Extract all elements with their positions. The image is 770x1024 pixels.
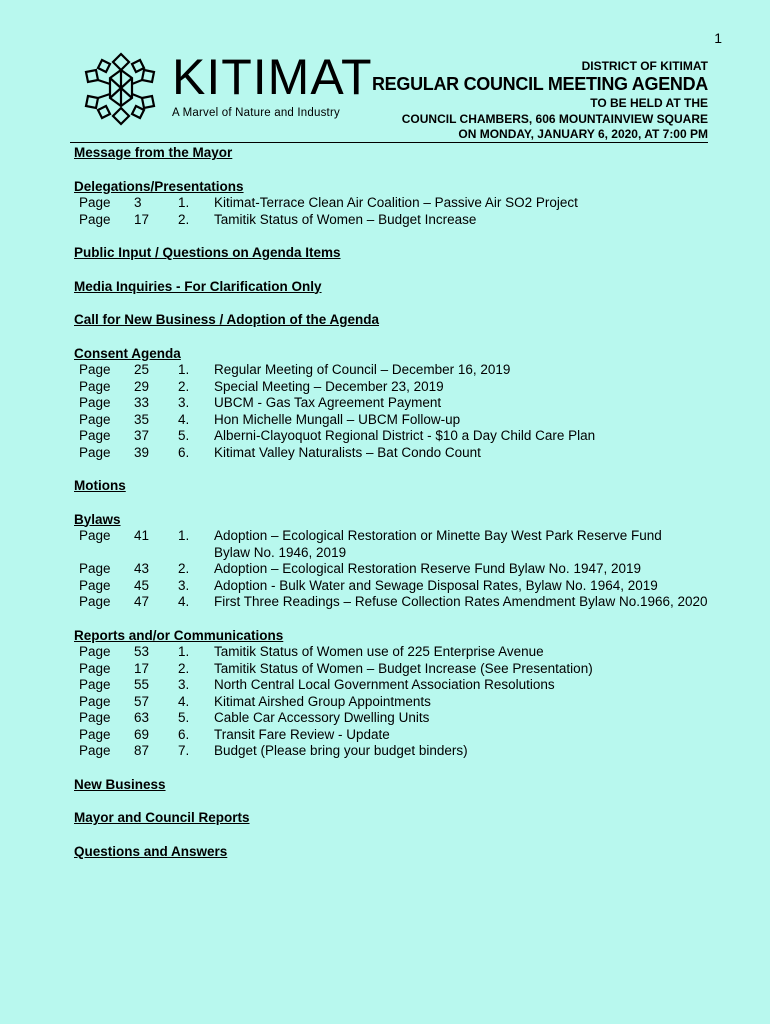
agenda-section: [74, 628, 744, 760]
page-ref: 35: [134, 411, 150, 427]
venue-line-2: COUNCIL CHAMBERS, 606 MOUNTAINVIEW SQUARE: [401, 112, 708, 126]
item-text: Kitimat Valley Naturalists – Bat Condo Count: [214, 444, 481, 460]
item-number: 2.: [178, 211, 190, 227]
item-number: 3.: [178, 395, 190, 410]
item-number: 7.: [178, 743, 190, 758]
header-divider: [70, 142, 708, 143]
page-ref: 29: [134, 378, 150, 394]
logo-wordmark: KITIMAT: [172, 49, 373, 105]
page-ref: 47: [134, 594, 150, 609]
page-label: Page: [79, 362, 111, 377]
agenda-section: [74, 312, 744, 329]
section-title: Consent Agenda: [74, 345, 181, 361]
page-ref: 37: [134, 428, 150, 443]
agenda-section: [74, 346, 744, 462]
page-ref: 33: [134, 395, 150, 410]
agenda-item: [74, 661, 744, 678]
agenda-item: [74, 644, 744, 661]
page-label: Page: [79, 428, 111, 443]
venue-line-1: TO BE HELD AT THE: [590, 96, 708, 110]
agenda-section: [74, 245, 744, 262]
section-title: Message from the Mayor: [74, 145, 233, 160]
item-number: 1.: [178, 528, 190, 543]
agenda-section: [74, 145, 744, 162]
item-number: 4.: [178, 411, 190, 427]
agenda-section: [74, 810, 744, 827]
item-number: 2.: [178, 660, 190, 676]
agenda-section: [74, 777, 744, 794]
page-ref: 17: [134, 660, 150, 676]
item-text: Alberni-Clayoquot Regional District - $10 a Day Child Care Plan: [214, 428, 596, 443]
item-text: Adoption – Ecological Restoration or Minette Bay West Park Reserve Fund Bylaw No. 1946, 2019: [214, 528, 662, 560]
item-text: Adoption – Ecological Restoration Reserve Fund Bylaw No. 1947, 2019: [214, 561, 642, 576]
agenda-item: [74, 694, 744, 711]
item-text: Kitimat Airshed Group Appointments: [214, 693, 431, 709]
item-number: 6.: [178, 444, 190, 460]
agenda-item: [74, 395, 744, 412]
page-label: Page: [79, 677, 111, 692]
item-text: Cable Car Accessory Dwelling Units: [214, 710, 430, 725]
item-number: 1.: [178, 195, 190, 210]
item-text: First Three Readings – Refuse Collection Rates Amendment Bylaw No.1966, 2020: [214, 594, 708, 609]
page-label: Page: [79, 660, 111, 676]
agenda-item: [74, 710, 744, 727]
agenda-item: [74, 428, 744, 445]
snowflake-icon: [80, 50, 162, 128]
page-ref: 25: [134, 362, 150, 377]
item-number: 4.: [178, 693, 190, 709]
page-label: Page: [79, 378, 111, 394]
agenda-body: [74, 145, 744, 860]
item-number: 1.: [178, 362, 190, 377]
section-title: Mayor and Council Reports: [74, 810, 250, 825]
agenda-section: [74, 279, 744, 296]
page-label: Page: [79, 395, 111, 410]
page-ref: 3: [134, 195, 142, 210]
page-label: Page: [79, 693, 111, 709]
agenda-item: [74, 561, 744, 578]
page-ref: 55: [134, 677, 150, 692]
item-number: 5.: [178, 428, 190, 443]
page-ref: 17: [134, 211, 150, 227]
agenda-item: [74, 445, 744, 462]
agenda-section: [74, 478, 744, 495]
page-label: Page: [79, 726, 111, 742]
item-text: North Central Local Government Association Resolutions: [214, 677, 555, 692]
agenda-item: [74, 362, 744, 379]
page-label: Page: [79, 743, 111, 758]
item-number: 4.: [178, 594, 190, 609]
agenda-item: [74, 743, 744, 760]
agenda-item: [74, 578, 744, 595]
page-label: Page: [79, 411, 111, 427]
section-title: Delegations/Presentations: [74, 178, 244, 194]
section-title: New Business: [74, 776, 166, 792]
page-ref: 63: [134, 710, 150, 725]
district-name: DISTRICT OF KITIMAT: [581, 59, 708, 73]
agenda-item: [74, 677, 744, 694]
agenda-item: [74, 594, 744, 611]
meeting-date-line: ON MONDAY, JANUARY 6, 2020, AT 7:00 PM: [458, 127, 708, 141]
item-number: 3.: [178, 677, 190, 692]
page-ref: 87: [134, 743, 150, 758]
agenda-section: [74, 512, 744, 611]
agenda-item: [74, 528, 744, 561]
agenda-item: [74, 195, 744, 212]
section-title: Bylaws: [74, 511, 121, 527]
page-label: Page: [79, 594, 111, 609]
item-text: Transit Fare Review - Update: [214, 726, 390, 742]
page-number: 1: [714, 30, 722, 46]
item-number: 1.: [178, 644, 190, 659]
item-text: Hon Michelle Mungall – UBCM Follow-up: [214, 411, 461, 427]
page-ref: 53: [134, 644, 150, 659]
page-ref: 43: [134, 561, 150, 576]
agenda-section: [74, 844, 744, 861]
section-title: Call for New Business / Adoption of the Agenda: [74, 312, 380, 327]
page-label: Page: [79, 561, 111, 576]
page-label: Page: [79, 577, 111, 593]
page-label: Page: [79, 444, 111, 460]
page-label: Page: [79, 644, 111, 659]
agenda-item: [74, 727, 744, 744]
item-number: 5.: [178, 710, 190, 725]
item-text: Budget (Please bring your budget binders): [214, 743, 468, 758]
page-ref: 41: [134, 528, 150, 543]
page-label: Page: [79, 528, 111, 543]
item-text: Regular Meeting of Council – December 16, 2019: [214, 362, 511, 377]
page-label: Page: [79, 211, 111, 227]
page-label: Page: [79, 710, 111, 725]
item-text: Adoption - Bulk Water and Sewage Disposal Rates, Bylaw No. 1964, 2019: [214, 577, 658, 593]
section-title: Media Inquiries - For Clarification Only: [74, 278, 322, 294]
item-text: Special Meeting – December 23, 2019: [214, 378, 444, 394]
page-label: Page: [79, 195, 111, 210]
agenda-section: [74, 179, 744, 229]
logo-tagline: A Marvel of Nature and Industry: [172, 107, 340, 119]
agenda-item: [74, 212, 744, 229]
item-text: UBCM - Gas Tax Agreement Payment: [214, 395, 442, 410]
page-ref: 69: [134, 726, 150, 742]
item-text: Tamitik Status of Women – Budget Increase (See Presentation): [214, 660, 593, 676]
item-text: Tamitik Status of Women – Budget Increase: [214, 211, 477, 227]
section-title: Public Input / Questions on Agenda Items: [74, 245, 341, 260]
item-number: 2.: [178, 378, 190, 394]
section-title: Motions: [74, 478, 126, 493]
agenda-item: [74, 379, 744, 396]
agenda-item: [74, 412, 744, 429]
page-ref: 39: [134, 444, 150, 460]
kitimat-logo: [80, 49, 373, 128]
section-title: Questions and Answers: [74, 843, 228, 859]
item-text: Kitimat-Terrace Clean Air Coalition – Passive Air SO2 Project: [214, 195, 578, 210]
page-ref: 45: [134, 577, 150, 593]
item-number: 2.: [178, 561, 190, 576]
section-title: Reports and/or Communications: [74, 627, 284, 643]
page-ref: 57: [134, 693, 150, 709]
item-number: 3.: [178, 577, 190, 593]
agenda-title: REGULAR COUNCIL MEETING AGENDA: [371, 74, 708, 94]
item-number: 6.: [178, 726, 190, 742]
item-text: Tamitik Status of Women use of 225 Enterprise Avenue: [214, 644, 544, 659]
